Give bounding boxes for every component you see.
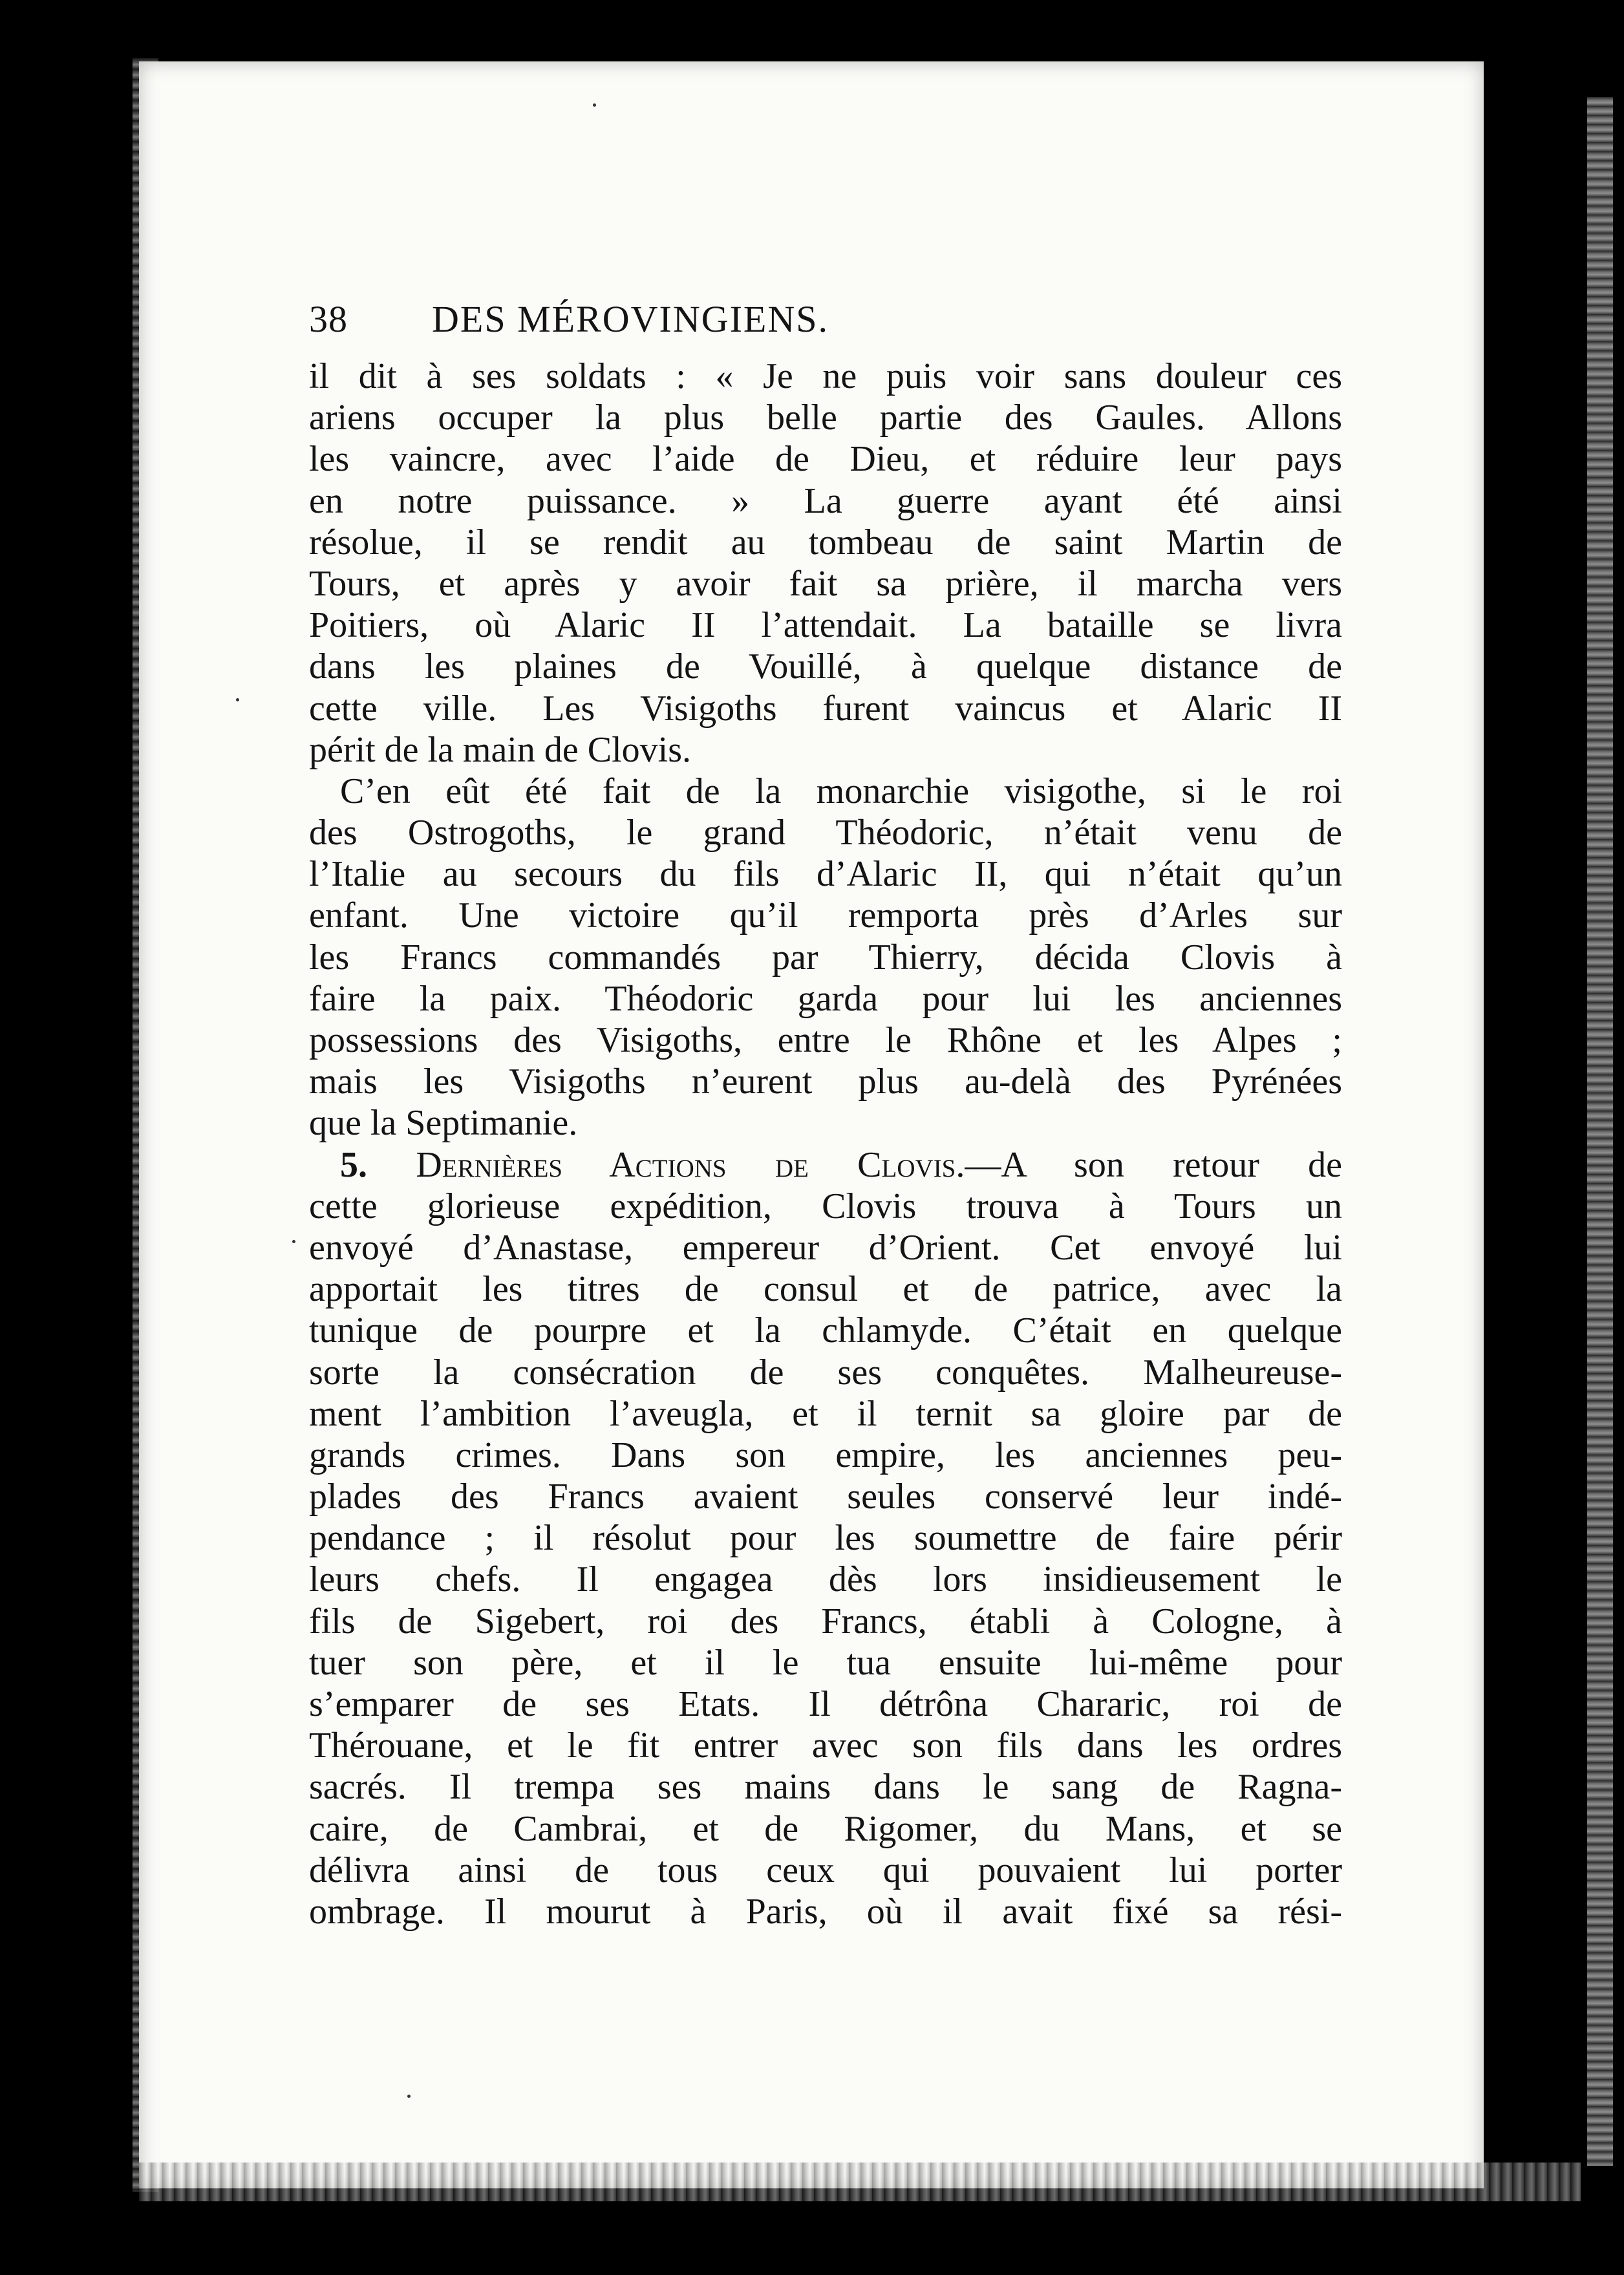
text-line: Poitiers, où Alaric II l’attendait. La bataille se livra [309,605,1342,646]
text-line: les vaincre, avec l’aide de Dieu, et réduire leur pays [309,439,1342,480]
text-line: résolue, il se rendit au tombeau de saint Martin de [309,522,1342,562]
text-line: Thérouane, et le fit entrer avec son fils dans les ordres [309,1725,1342,1766]
section-first-line-text: —A son retour de [965,1144,1343,1185]
running-title: DES MÉROVINGIENS. [432,298,829,340]
text-line: caire, de Cambrai, et de Rigomer, du Mans, et se [309,1808,1342,1849]
section-number: 5. [340,1144,367,1185]
speck [593,103,596,107]
text-line: que la Septimanie. [309,1103,578,1144]
paragraph-1 [309,356,1342,771]
text-line: ariens occuper la plus belle partie des Gaules. Allons [309,398,1342,438]
text-line: envoyé d’Anastase, empereur d’Orient. Cet envoyé lui [309,1227,1342,1268]
text-line: les Francs commandés par Thierry, décida Clovis à [309,937,1342,977]
text-line: tuer son père, et il le tua ensuite lui-même pour [309,1642,1342,1683]
page-edge-right [1587,97,1613,2166]
section-heading: Dernières Actions de Clovis. [416,1144,965,1185]
page-text [309,297,1342,1932]
text-line: périt de la main de Clovis. [309,729,691,770]
text-line: ombrage. Il mourut à Paris, où il avait fixé sa rési- [309,1891,1342,1932]
text-line: Tours, et après y avoir fait sa prière, il marcha vers [309,563,1342,604]
speck [292,1240,295,1243]
text-line: tunique de pourpre et la chlamyde. C’était en quelque [309,1310,1342,1351]
text-line: l’Italie au secours du fils d’Alaric II, qui n’était qu’un [309,854,1342,895]
text-line: sacrés. Il trempa ses mains dans le sang de Ragna- [309,1767,1342,1808]
text-line: ment l’ambition l’aveugla, et il ternit sa gloire par de [309,1393,1342,1434]
text-line: cette glorieuse expédition, Clovis trouva à Tours un [309,1186,1342,1226]
text-line: s’emparer de ses Etats. Il détrôna Chararic, roi de [309,1684,1342,1724]
text-line: enfant. Une victoire qu’il remporta près d’Arles sur [309,895,1342,936]
page-number: 38 [309,298,348,340]
text-line: C’en eût été fait de la monarchie visigothe, si le roi [340,771,1342,811]
text-line: fils de Sigebert, roi des Francs, établi à Cologne, à [309,1601,1342,1641]
text-line: leurs chefs. Il engagea dès lors insidieusement le [309,1559,1342,1600]
speck [407,2095,411,2098]
running-head [309,297,1342,356]
text-line: apportait les titres de consul et de patrice, avec la [309,1269,1342,1310]
paragraph-2 [309,771,1342,1144]
text-line: cette ville. Les Visigoths furent vaincus et Alaric II [309,688,1342,729]
text-line: sorte la consécration de ses conquêtes. Malheureuse- [309,1352,1342,1393]
section-heading-line [309,1144,1342,1186]
section-5 [309,1144,1342,1933]
text-line: des Ostrogoths, le grand Théodoric, n’était venu de [309,813,1342,853]
text-line: mais les Visigoths n’eurent plus au-delà des Pyrénées [309,1062,1342,1102]
page-edge-bottom [139,2163,1581,2201]
text-line: grands crimes. Dans son empire, les anciennes peu- [309,1435,1342,1475]
text-line: plades des Francs avaient seules conservé leur indé- [309,1477,1342,1517]
text-line: en notre puissance. » La guerre ayant été ainsi [309,480,1342,521]
text-line: faire la paix. Théodoric garda pour lui les anciennes [309,978,1342,1019]
text-line: dans les plaines de Vouillé, à quelque distance de [309,646,1342,687]
text-line: il dit à ses soldats : « Je ne puis voir sans douleur ces [309,356,1342,396]
text-line: possessions des Visigoths, entre le Rhône et les Alpes ; [309,1020,1342,1060]
text-line: pendance ; il résolut pour les soumettre de faire périr [309,1518,1342,1559]
speck [236,698,239,701]
text-line: délivra ainsi de tous ceux qui pouvaient lui porter [309,1850,1342,1890]
